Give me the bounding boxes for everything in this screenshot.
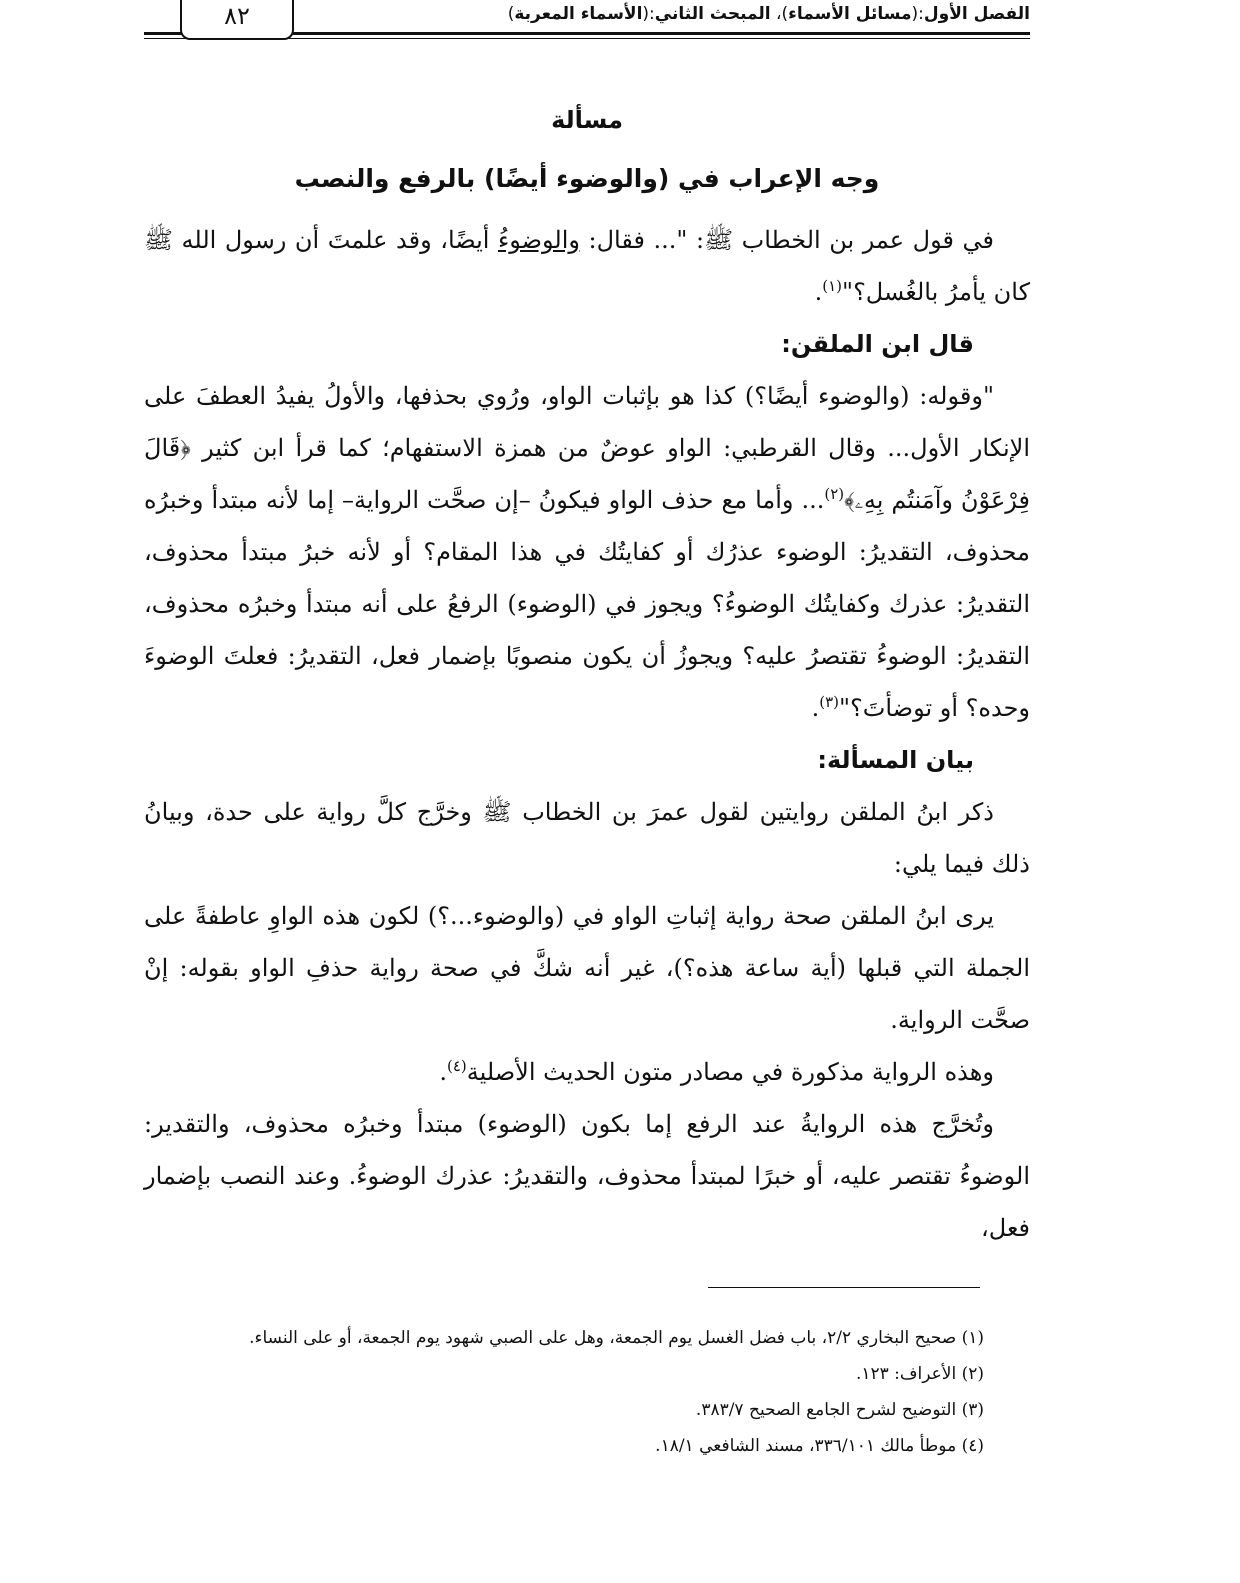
footnote-1: (١) صحيح البخاري ٢/٢، باب فضل الغسل يوم الجمعة، وهل على الصبي شهود يوم الجمعة، أو على النساء. [249, 1328, 984, 1348]
footnote-ref-4: (٤) [446, 1057, 467, 1075]
intro-underlined-word: والوضوءُ [497, 226, 580, 254]
heading-ibn-almulaqqin: قال ابن الملقن: [781, 330, 974, 358]
paragraph-3-text: وهذه الرواية مذكورة في مصادر متون الحديث الأصلية [466, 1058, 994, 1086]
page-title: مسألة [551, 106, 623, 134]
paragraph-3 [144, 1046, 1030, 1098]
paragraph-3-period: . [439, 1058, 447, 1086]
footnote-ref-3: (٣) [819, 693, 839, 711]
footnote-ref-2: (٢) [824, 485, 845, 503]
footnote-separator [708, 1287, 980, 1288]
header-title: الفصل الأول:(مسائل الأسماء)، المبحث الثاني:(الأسماء المعربة) [507, 4, 1030, 24]
quote-period: . [811, 694, 820, 722]
main-text [144, 214, 1030, 1254]
quote-text-1: "وقوله: (والوضوء أيضًا؟) كذا هو بإثبات الواو، ورُوي بحذفها، والأولُ يفيدُ العطفَ على الإنكار الأول... وقال القرطبي: الواو عوضٌ من همزة الاستفهام؛ كما قرأ ابن كثير ﴿قَالَ فِرْعَوْنُ وآمَنتُم بِهِۦ﴾ [144, 382, 1030, 514]
quote-paragraph [144, 370, 1030, 734]
running-header [144, 0, 1030, 48]
page-number: ٨٢ [180, 0, 294, 40]
footnote-ref-1: (١) [822, 277, 843, 295]
header-chapter: الفصل الأول [923, 4, 1030, 24]
footnote-3: (٣) التوضيح لشرح الجامع الصحيح ٣٨٣/٧. [695, 1400, 984, 1420]
page-subtitle: وجه الإعراب في (والوضوء أيضًا) بالرفع والنصب [294, 164, 880, 193]
paragraph-4: وتُخرَّج هذه الروايةُ عند الرفع إما بكون (الوضوء) مبتدأ وخبرُه محذوف، والتقدير: الوضوءُ تقتصر عليه، أو خبرًا لمبتدأ محذوف، والتقديرُ: عذرك الوضوءُ. وعند النصب بإضمار فعل، [144, 1110, 1030, 1242]
intro-paragraph [144, 214, 1030, 318]
header-part2: المبحث الثاني [654, 4, 771, 24]
footnotes [144, 1320, 984, 1464]
paragraph-2: يرى ابنُ الملقن صحة رواية إثباتِ الواو في (والوضوء...؟) لكون هذه الواوِ عاطفةً على الجملة التي قبلها (أية ساعة هذه؟)، غير أنه شكَّ في صحة رواية حذفِ الواو بقوله: إنْ صحَّت الرواية. [144, 902, 1030, 1034]
intro-text-end: أيضًا، وقد علمتَ أن رسول الله ﷺ كان يأمرُ بالغُسل؟" [144, 226, 1030, 306]
intro-text-start: في قول عمر بن الخطاب ﷺ: "... فقال: [580, 226, 994, 254]
heading-bayan: بيان المسألة: [817, 746, 974, 774]
footnote-4: (٤) موطأ مالك ٣٣٦/١٠١، مسند الشافعي ١٨/١. [655, 1436, 984, 1456]
header-part1: مسائل الأسماء [788, 4, 912, 24]
footnote-2: (٢) الأعراف: ١٢٣. [855, 1364, 984, 1384]
intro-period: . [814, 278, 823, 306]
quote-text-2: ... وأما مع حذف الواو فيكونُ –إن صحَّت الرواية– إما لأنه مبتدأ وخبرُه محذوف، التقديرُ: الوضوء عذرُك أو كفايتُك في هذا المقام؟ أو لأنه خبرُ مبتدأ محذوف، التقديرُ: عذرك وكفايتُك الوضوءُ؟ ويجوز في (الوضوء) الرفعُ على أنه مبتدأ وخبرُه محذوف، التقديرُ: الوضوءُ تقتصرُ عليه؟ ويجوزُ أن يكون منصوبًا بإضمار فعل، التقديرُ: فعلتَ الوضوءَ وحده؟ أو توضأتَ؟" [144, 486, 1030, 722]
header-part3: الأسماء المعربة [514, 4, 643, 24]
paragraph-1: ذكر ابنُ الملقن روايتين لقول عمرَ بن الخطاب ﷺ وخرَّج كلَّ رواية على حدة، وبيانُ ذلك فيما يلي: [144, 798, 1030, 878]
